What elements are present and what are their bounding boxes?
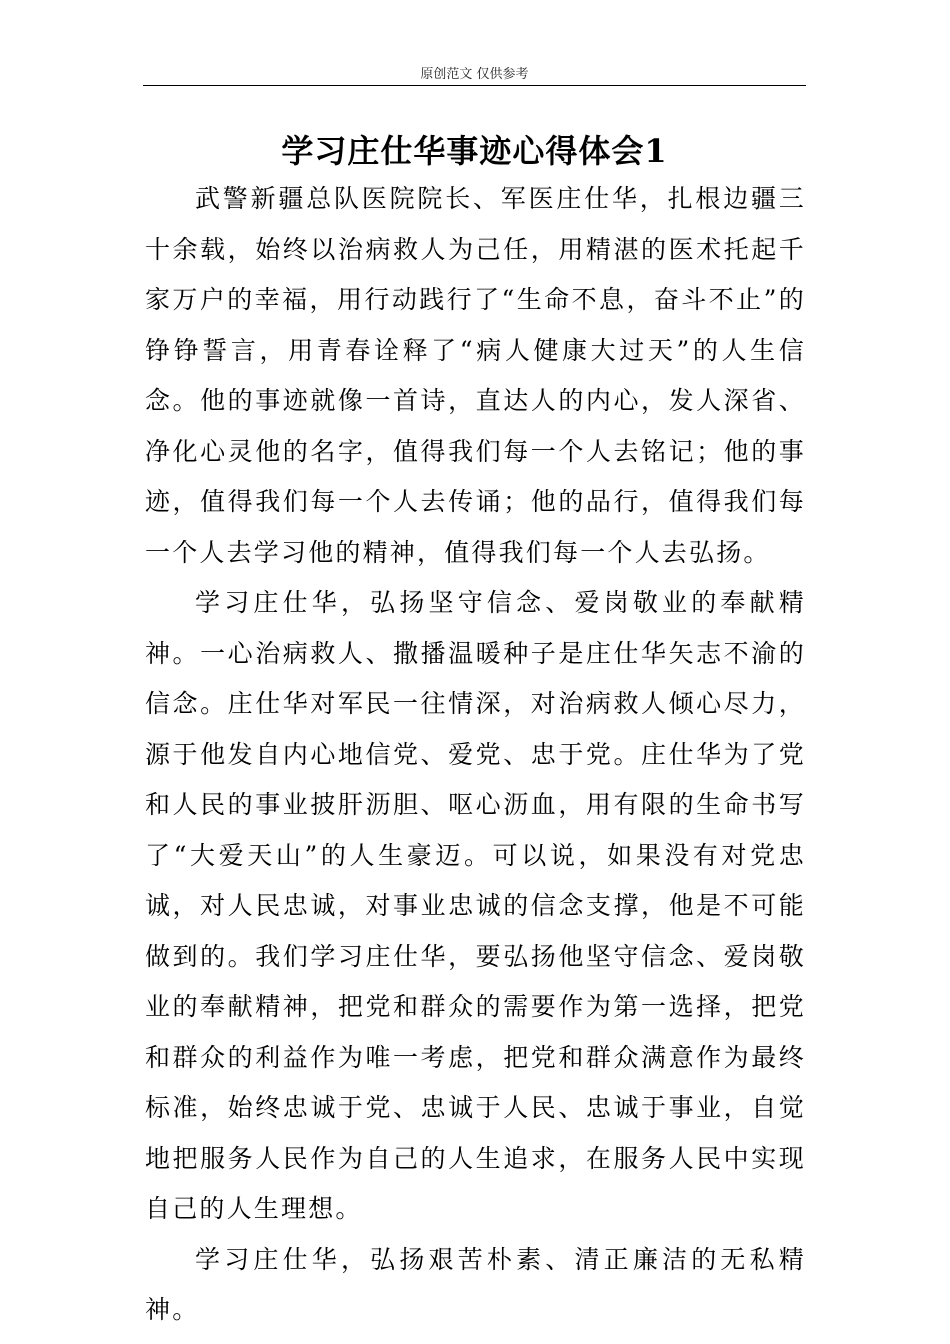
document-title: 学习庄仕华事迹心得体会1 xyxy=(281,132,668,170)
page-header: 原创范文 仅供参考 xyxy=(420,67,529,82)
paragraph-3: 学习庄仕华，弘扬艰苦朴素、清正廉洁的无私精神。 xyxy=(145,1244,806,1324)
paragraph-1: 武警新疆总队医院院长、军医庄仕华，扎根边疆三十余载，始终以治病救人为己任，用精湛的医术托起千家万户的幸福，用行动践行了“生命不息，奋斗不止”的铮铮誓言，用青春诠释了“病人健康大过天”的人生信念。他的事迹就像一首诗，直达人的内心，发人深省、净化心灵他的名字，值得我们每一个人去铭记；他的事迹，值得我们每一个人去传诵；他的品行，值得我们每一个人去学习他的精神，值得我们每一个人去弘扬。 xyxy=(145,184,806,567)
document-body xyxy=(145,174,806,1336)
header-divider xyxy=(143,85,806,86)
paragraph-2: 学习庄仕华，弘扬坚守信念、爱岗敬业的奉献精神。一心治病救人、撒播温暖种子是庄仕华矢志不渝的信念。庄仕华对军民一往情深，对治病救人倾心尽力，源于他发自内心地信党、爱党、忠于党。庄仕华为了党和人民的事业披肝沥胆、呕心沥血，用有限的生命书写了“大爱天山”的人生豪迈。可以说，如果没有对党忠诚，对人民忠诚，对事业忠诚的信念支撑，他是不可能做到的。我们学习庄仕华，要弘扬他坚守信念、爱岗敬业的奉献精神，把党和群众的需要作为第一选择，把党和群众的利益作为唯一考虑，把党和群众满意作为最终标准，始终忠诚于党、忠诚于人民、忠诚于事业，自觉地把服务人民作为自己的人生追求，在服务人民中实现自己的人生理想。 xyxy=(145,588,806,1223)
